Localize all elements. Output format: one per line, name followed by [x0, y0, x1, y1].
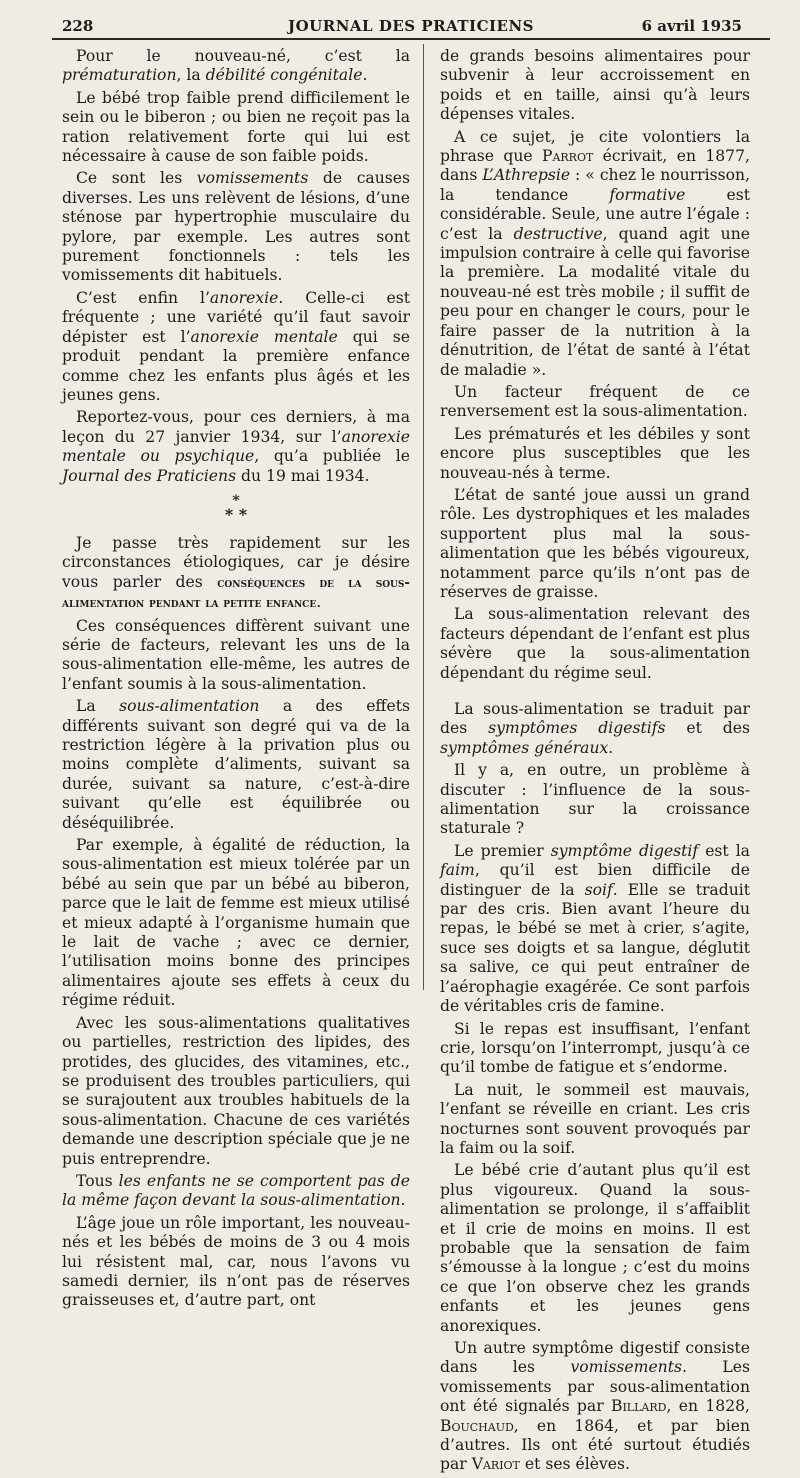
paragraph: Tous les enfants ne se comportent pas de la même façon devant la sous-alimentation.: [62, 1171, 410, 1210]
paragraph: Le bébé trop faible prend difficilement le sein ou le biberon ; ou bien ne reçoit pas la ration relativement forte qui lui est nécessaire à cause de son faible poids.: [62, 88, 410, 166]
paragraph: L’état de santé joue aussi un grand rôle. Les dystrophiques et les malades supportent plus mal la sous-alimentation que les bébés vigoureux, notamment parce qu’ils n’ont pas de réserves de graisse.: [440, 485, 750, 601]
header-rule: [52, 38, 770, 40]
paragraph: Pour le nouveau-né, c’est la prématuration, la débilité congénitale.: [62, 47, 410, 85]
paragraph: L’âge joue un rôle important, les nouveau-nés et les bébés de moins de 3 ou 4 mois lui résistent mal, car, nous l’avons vu samedi dernier, ils n’ont pas de réserves graisseuses et, d’autre part, ont: [62, 1213, 410, 1310]
paragraph: de grands besoins alimentaires pour subvenir à leur accroissement en poids et en taille, ainsi qu’à leurs dépenses vitales.: [440, 47, 750, 124]
section-separator: * * *: [224, 492, 248, 524]
paragraph: Ces conséquences diffèrent suivant une série de facteurs, relevant les uns de la sous-alimentation elle-même, les autres de l’enfant soumis à la sous-alimentation.: [62, 616, 410, 693]
page-number: 228: [62, 17, 94, 35]
paragraph: Il y a, en outre, un problème à discuter : l’influence de la sous-alimentation sur la croissance staturale ?: [440, 761, 750, 838]
page-header: [52, 14, 770, 38]
paragraph: Les prématurés et les débiles y sont encore plus susceptibles que les nouveau-nés à terme.: [440, 424, 750, 482]
paragraph: Si le repas est insuffisant, l’enfant crie, lorsqu’on l’interrompt, jusqu’à ce qu’il tombe de fatigue et s’endorme.: [440, 1019, 750, 1077]
issue-date: 6 avril 1935: [641, 17, 742, 35]
paragraph: Un autre symptôme digestif consiste dans les vomissements. Les vomissements par sous-alimentation ont été signalés par Billard, en 1828, Bouchaud, en 1864, et par bien d’autres. Ils ont été surtout étudiés par Variot et ses élèves.: [440, 1339, 750, 1474]
paragraph: C’est enfin l’anorexie. Celle-ci est fréquente ; une variété qu’il faut savoir dépister est l’anorexie mentale qui se produit pendant la première enfance comme chez les enfants plus âgés et les jeunes gens.: [62, 288, 410, 404]
left-column: [62, 47, 410, 1314]
paragraph: Le bébé crie d’autant plus qu’il est plus vigoureux. Quand la sous-alimentation se prolonge, il s’affaiblit et il crie de moins en moins. Il est probable que la sensation de faim s’émousse à la longue ; c’est du moins ce que l’on observe chez les grands enfants et les jeunes gens anorexiques.: [440, 1161, 750, 1335]
paragraph: Le premier symptôme digestif est la faim, qu’il est bien difficile de distinguer de la soif. Elle se traduit par des cris. Bien avant l’heure du repas, le bébé se met à crier, s’agite, suce ses doigts et sa langue, déglutit sa salive, ce qui peut entraîner de l’aérophagie exagérée. Ce sont parfois de véritables cris de famine.: [440, 841, 750, 1016]
paragraph: La sous-alimentation relevant des facteurs dépendant de l’enfant est plus sévère que la sous-alimentation dépendant du régime seul.: [440, 605, 750, 682]
paragraph: Par exemple, à égalité de réduction, la sous-alimentation est mieux tolérée par un bébé au sein que par un bébé au biberon, parce que le lait de femme est mieux utilisé et mieux adapté à l’organisme humain que le lait de vache ; avec ce dernier, l’utilisation moins bonne des principes alimentaires ajoute ses effets à ceux du régime réduit.: [62, 836, 410, 1010]
column-divider: [423, 44, 424, 990]
paragraph: La nuit, le sommeil est mauvais, l’enfant se réveille en criant. Les cris nocturnes sont souvent provoqués par la faim ou la soif.: [440, 1080, 750, 1157]
section-gap: [440, 686, 750, 700]
paragraph: Reportez-vous, pour ces derniers, à ma leçon du 27 janvier 1934, sur l’anorexie mentale ou psychique, qu’a publiée le Journal des Praticiens du 19 mai 1934.: [62, 408, 410, 485]
right-column: [440, 47, 750, 1478]
paragraph: La sous-alimentation se traduit par des symptômes digestifs et des symptômes généraux.: [440, 700, 751, 757]
paragraph: A ce sujet, je cite volontiers la phrase que Parrot écrivait, en 1877, dans L’Athrepsie : « chez le nourrisson, la tendance formative est considérable. Seule, une autre l’égale : c’est la destructive, quand agit une impulsion contraire à celle qui favorise la première. La modalité vitale du nouveau-né est très mobile ; il suffit de peu pour en changer le cours, pour le faire passer de la nutrition à la dénutrition, de l’état de santé à l’état de maladie ».: [440, 127, 750, 379]
journal-title: JOURNAL DES PRATICIENS: [288, 17, 534, 35]
paragraph: Avec les sous-alimentations qualitatives ou partielles, restriction des lipides, des protides, des glucides, des vitamines, etc., se produisent des troubles particuliers, qui se surajoutent aux troubles habituels de la sous-alimentation. Chacune de ces variétés demande une description spéciale que je ne puis entreprendre.: [62, 1013, 410, 1168]
paragraph: Je passe très rapidement sur les circonstances étiologiques, car je désire vous parler des conséquences de la sous-alimentation pendant la petite enfance.: [62, 533, 410, 612]
paragraph: Ce sont les vomissements de causes diverses. Les uns relèvent de lésions, d’une sténose par hypertrophie musculaire du pylore, par exemple. Les autres sont purement fonctionnels : tels les vomissements dit habituels.: [62, 169, 410, 285]
paragraph: Un facteur fréquent de ce renversement est la sous-alimentation.: [440, 382, 750, 421]
paragraph: La sous-alimentation a des effets différents suivant son degré qui va de la restriction légère à la privation plus ou moins complète d’aliments, suivant sa durée, suivant sa nature, c’est-à-dire suivant qu’elle est équilibrée ou déséquilibrée.: [62, 697, 411, 832]
